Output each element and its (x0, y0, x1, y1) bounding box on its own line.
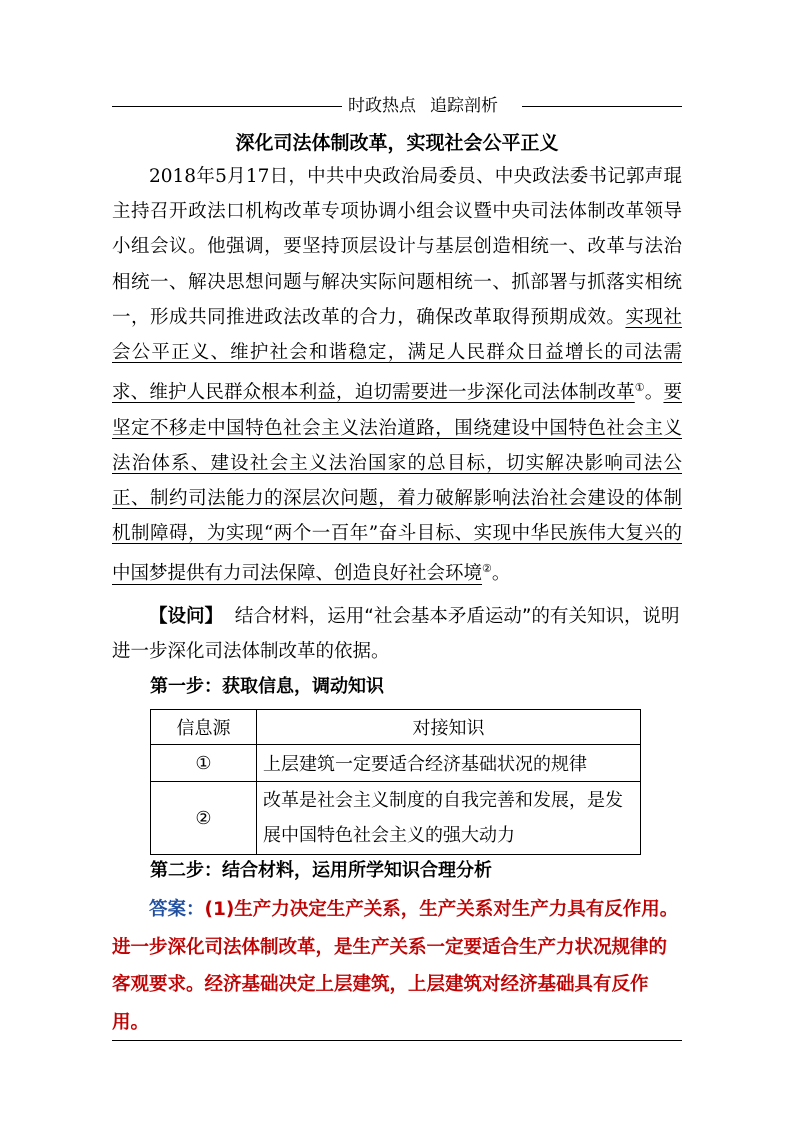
question-text: 结合材料，运用“社会基本矛盾运动”的有关知识，说明进一步深化司法体制改革的依据。 (112, 606, 680, 662)
material-separator: 。 (644, 382, 664, 404)
article-title: 深化司法体制改革，实现社会公平正义 (235, 132, 559, 154)
question-paragraph (112, 599, 682, 669)
header-subsection: 追踪剖析 (430, 96, 498, 116)
table-cell-knowledge: 改革是社会主义制度的自我完善和发展，是发展中国特色社会主义的强大动力 (257, 782, 641, 855)
table-cell-source: ② (151, 782, 257, 855)
table-cell-source: ① (151, 745, 257, 782)
answer-label: 答案： (149, 899, 205, 920)
footer-rule (112, 1040, 682, 1041)
material-underlined-1: 实现社会公平正义、维护社会和谐稳定，满足人民群众日益增长的司法需求、维护人民群众根本利益，迫切需要进一步深化司法体制改革 (112, 306, 682, 404)
table-header-source: 信息源 (151, 710, 257, 745)
step-one-heading: 第一步：获取信息，调动知识 (150, 676, 384, 697)
table-header-row (151, 710, 641, 745)
table-cell-knowledge: 上层建筑一定要适合经济基础状况的规律 (257, 745, 641, 782)
step-two-heading: 第二步：结合材料，运用所学知识合理分析 (150, 860, 492, 881)
table-header-knowledge: 对接知识 (257, 710, 641, 745)
material-underlined-2: 要坚定不移走中国特色社会主义法治道路，围绕建设中国特色社会主义法治体系、建设社会主义法治国家的总目标，切实解决影响司法公正、制约司法能力的深层次问题，着力破解影响法治社会建设的体制机制障碍，为实现“两个一百年”奋斗目标、实现中华民族伟大复兴的中国梦提供有力司法保障、创造良好社会环境 (112, 382, 682, 585)
answer-text: (1)生产力决定生产关系，生产关系对生产力具有反作用。进一步深化司法体制改革，是生产关系一定要适合生产力状况规律的客观要求。经济基础决定上层建筑，上层建筑对经济基础具有反作用。 (112, 899, 679, 1033)
header-text (348, 94, 498, 118)
material-end: 。 (491, 563, 511, 585)
header-rule-right (522, 106, 682, 107)
material-paragraph (112, 159, 682, 592)
footnote-mark-1: ① (634, 381, 645, 395)
knowledge-table (150, 709, 641, 855)
table-row (151, 745, 641, 782)
answer-paragraph (112, 891, 682, 1041)
material-intro: 2018年5月17日，中共中央政治局委员、中央政法委书记郭声琨主持召开政法口机构改革专项协调小组会议暨中央司法体制改革领导小组会议。他强调，要坚持顶层设计与基层创造相统一、改革与法治相统一、解决思想问题与解决实际问题相统一、抓部署与抓落实相统一，形成共同推进政法改革的合力，确保改革取得预期成效。 (112, 166, 682, 328)
header-section: 时政热点 (348, 96, 416, 116)
footnote-mark-2: ② (482, 562, 492, 576)
question-label: 【设问】 (149, 606, 224, 627)
page-header (112, 94, 682, 118)
table-row (151, 782, 641, 855)
header-rule-left (112, 106, 342, 107)
